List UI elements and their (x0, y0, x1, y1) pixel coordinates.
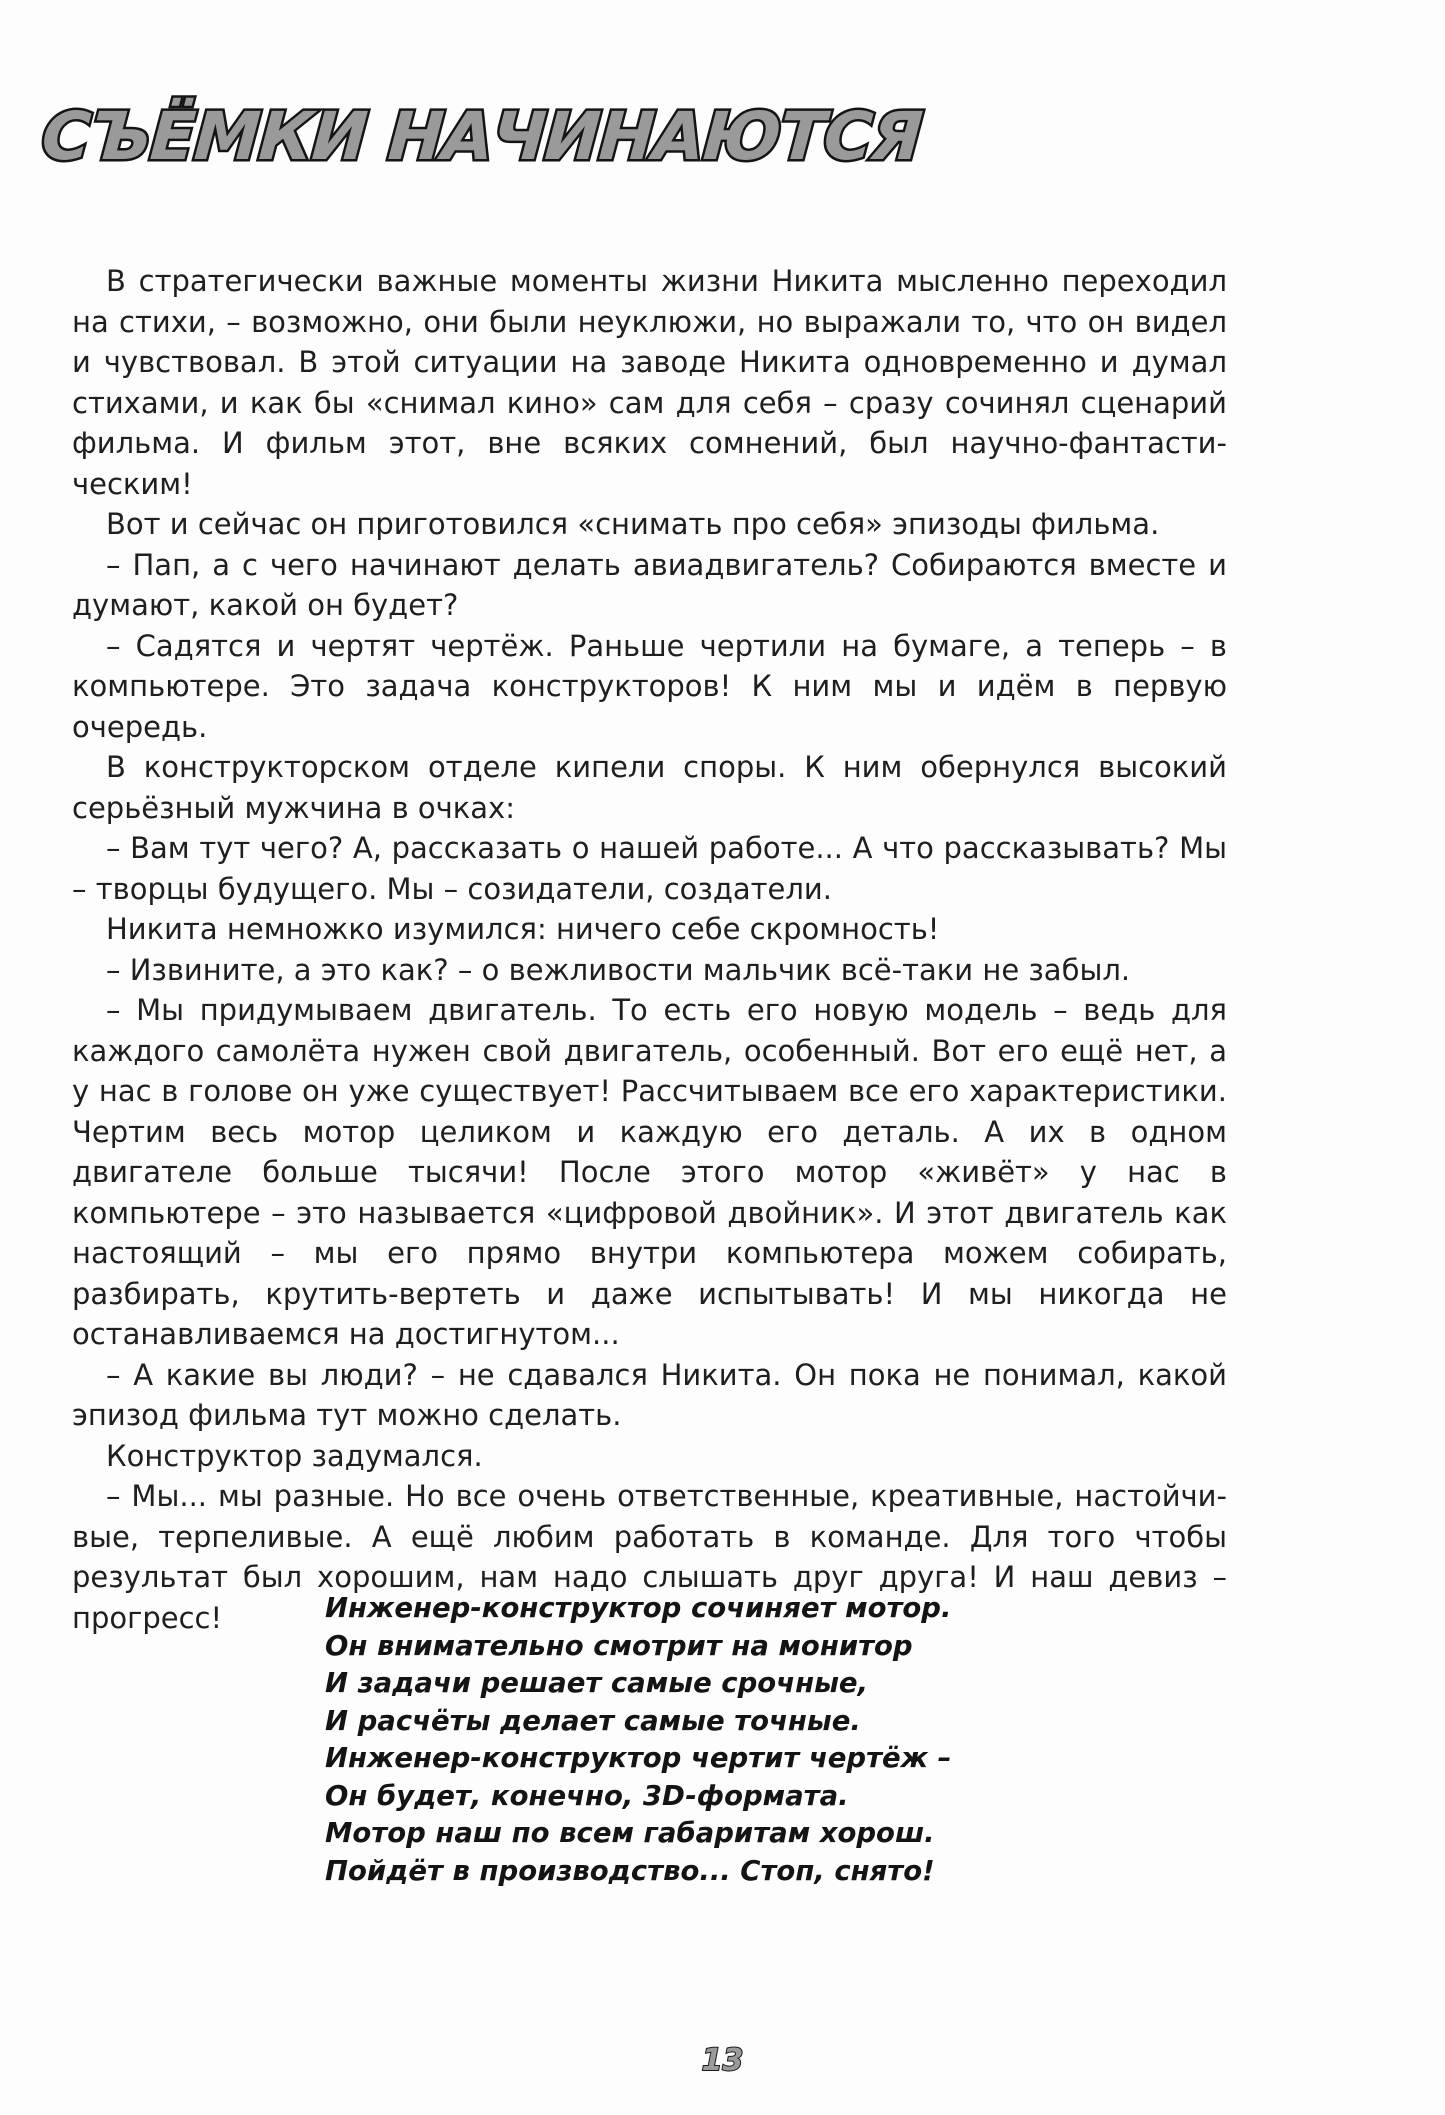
paragraph: – Пап, а с чего начинают делать авиадвигатель? Собираются вместе и думают, какой он будет? (72, 547, 1227, 622)
poem-line: Пойдёт в производство... Стоп, снято! (325, 1854, 935, 1887)
poem-line: Он будет, конечно, 3D-формата. (325, 1779, 849, 1812)
paragraph: – Садятся и чертят чертёж. Раньше чертили на бумаге, а теперь – в компьютере. Это задача конструкторов! К ним мы и идём в первую очередь. (72, 628, 1227, 744)
paragraph: – Мы... мы разные. Но все очень ответственные, креативные, настойчивые, терпеливые. А ещё любим работать в команде. Для того чтобы результат был хорошим, нам надо слышать друг друга! И наш девиз – прогресс! (72, 1479, 1227, 1635)
paragraph: – Вам тут чего? А, рассказать о нашей работе... А что рассказывать? Мы – творцы будущего. Мы – созидатели, создатели. (72, 831, 1227, 906)
paragraph: Конструктор задумался. (106, 1438, 483, 1473)
body-text (72, 261, 1227, 1638)
paragraph: – А какие вы люди? – не сдавался Никита. Он пока не понимал, какой эпизод фильма тут можно сделать. (72, 1357, 1227, 1432)
poem-line: Мотор наш по всем габаритам хорош. (325, 1817, 935, 1849)
paragraph: В конструкторском отделе кипели споры. К ним обернулся высокий серьёзный мужчина в очках: (72, 750, 1227, 825)
poem-line: Инженер-конструктор чертит чертёж – (325, 1742, 952, 1774)
paragraph: Вот и сейчас он приготовился «снимать про себя» эпизоды фильма. (106, 507, 1160, 541)
page-number: 13 (701, 2043, 744, 2078)
poem-line: Он внимательно смотрит на монитор (325, 1629, 913, 1662)
poem (325, 1590, 1025, 1890)
paragraph: – Извините, а это как? – о вежливости мальчик всё-таки не забыл. (106, 952, 1131, 987)
poem-line: И расчёты делает самые точные. (325, 1704, 861, 1737)
paragraph: Никита немножко изумился: ничего себе скромность! (106, 912, 940, 946)
paragraph: В стратегически важные моменты жизни Никита мысленно переходил на стихи, – возможно, они были неуклюжи, но выражали то, что он видел и чувствовал. В этой ситуации на заводе Никита одновременно и думал стихами, и как бы «снимал кино» сам для себя – сразу сочинял сценарий фильма. И фильм этот, вне всяких сомнений, был научно-фантастическим! (72, 264, 1227, 501)
poem-line: И задачи решает самые срочные, (325, 1667, 869, 1699)
chapter-title: СЪЁМКИ НАЧИНАЮТСЯ (39, 98, 925, 175)
paragraph: – Мы придумываем двигатель. То есть его новую модель – ведь для каждого самолёта нужен свой двигатель, особенный. Вот его ещё нет, а у нас в голове он уже существует! Рассчитываем все его характеристики. Чертим весь мотор целиком и каждую его деталь. А их в одном двигателе больше тысячи! После этого мотор «живёт» у нас в компьютере – это называется «цифровой двойник». И этот двигатель как настоящий – мы его прямо внутри компьютера можем собирать, разбирать, крутить-вертеть и даже испытывать! И мы никогда не останавливаемся на достигнутом... (72, 993, 1227, 1351)
poem-line: Инженер-конструктор сочиняет мотор. (325, 1592, 952, 1624)
